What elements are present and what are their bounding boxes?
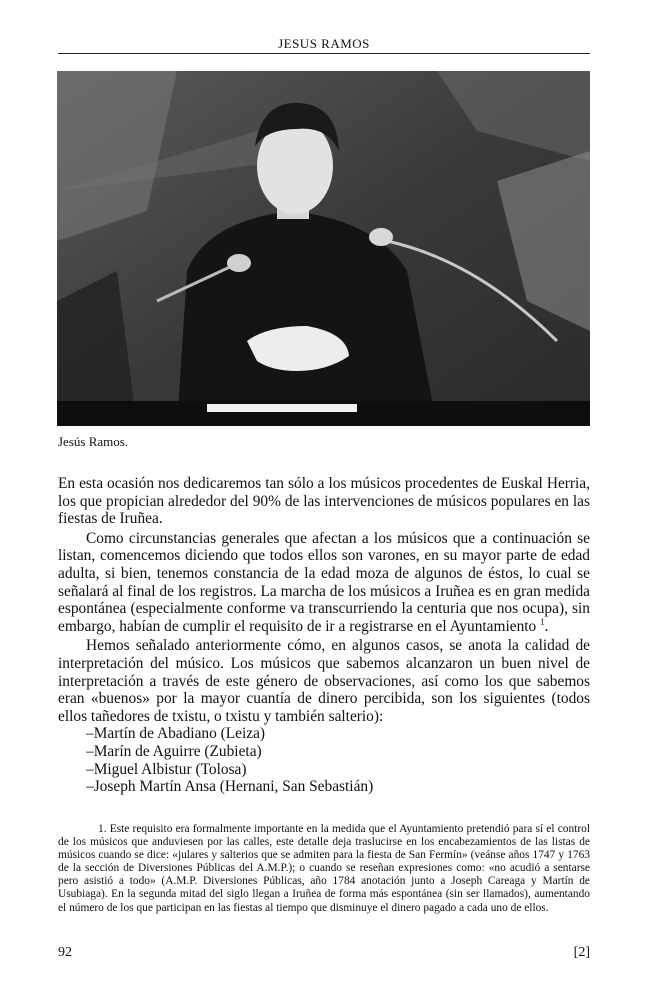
list-item: –Miguel Albistur (Tolosa) (86, 760, 247, 778)
section-number: [2] (573, 945, 590, 960)
paragraph-2-text: Como circunstancias generales que afectan a los músicos que a continuación se listan, comencemos diciendo que todos ellos son varones, en su mayor parte de edad adulta, si bien, tenemos constancia de la edad moza de algunos de éstos, lo cual se señalará al final de los registros. La marcha de los músicos a Iruñea es en gran medida espontánea (especialmente conforme va transcurriendo la centuria que nos ocupa), sin embargo, habían de cumplir el requisito de ir a registrarse en el Ayuntamiento (58, 529, 590, 635)
paragraph-2: Como circunstancias generales que afectan a los músicos que a continuación se listan, comencemos diciendo que todos ellos son varones, en su mayor parte de edad adulta, si bien, tenemos constancia de la edad moza de algunos de éstos, lo cual se señalará al final de los registros. La marcha de los músicos a Iruñea es en gran medida espontánea (especialmente conforme va transcurriendo la centuria que nos ocupa), sin embargo, habían de cumplir el requisito de ir a registrarse en el Ayuntamiento $^1$. (58, 529, 590, 635)
paragraph-1: En esta ocasión nos dedicaremos tan sólo a los músicos procedentes de Euskal Herria, los que propician alrededor del 90% de las intervenciones de músicos populares en las fiestas de Iruñea. (58, 475, 590, 528)
paragraph-3: Hemos señalado anteriormente cómo, en algunos casos, se anota la calidad de interpretación del músico. Los músicos que sabemos alcanzaron un buen nivel de interpretación a través de este género de observaciones, así como los que sabemos eran «buenos» por la mayor cuantía de dinero percibida, son los siguientes (todos ellos tañedores de txistu, o txistu y también salterio): (58, 637, 590, 725)
list-item: –Joseph Martín Ansa (Hernani, San Sebastián) (86, 778, 374, 796)
body-text (58, 475, 590, 796)
list-item: –Martín de Abadiano (Leiza) (86, 725, 266, 743)
musicians-list (58, 725, 590, 795)
running-header: JESUS RAMOS (278, 36, 370, 51)
footnote-text: 1. Este requisito era formalmente importante en la medida que el Ayuntamiento pretendió para sí el control de los músicos que anduviesen por las calles, este detalle deja traslucirse en los encabezamientos de las listas de músicos cuando se dice: «julares y salterios que se admiten para la fiesta de San Fermín» (veánse años 1747 y 1763 de la sección de Diversiones Públicas del A.M.P.); o cuando se reseñan expresiones como: «no acudió a sentarse pero asistió a todo» (A.M.P. Diversiones Públicas, año 1784 anotación junto a Joseph Careaga y Martín de Usubiaga). En la segunda mitad del siglo llegan a Iruñea de forma más espontánea (sin ser llamados), aumentando el número de los que participan en las fiestas al tiempo que disminuye el dinero pagado a cada uno de ellos. (58, 823, 590, 914)
list-item: –Marín de Aguirre (Zubieta) (86, 742, 262, 760)
footnote (58, 823, 590, 915)
header-rule (58, 53, 590, 54)
footnote-reference[interactable]: 1 (540, 616, 545, 627)
photo-caption: Jesús Ramos. (58, 434, 129, 449)
page-number: 92 (58, 945, 72, 960)
portrait-photo (57, 71, 590, 426)
